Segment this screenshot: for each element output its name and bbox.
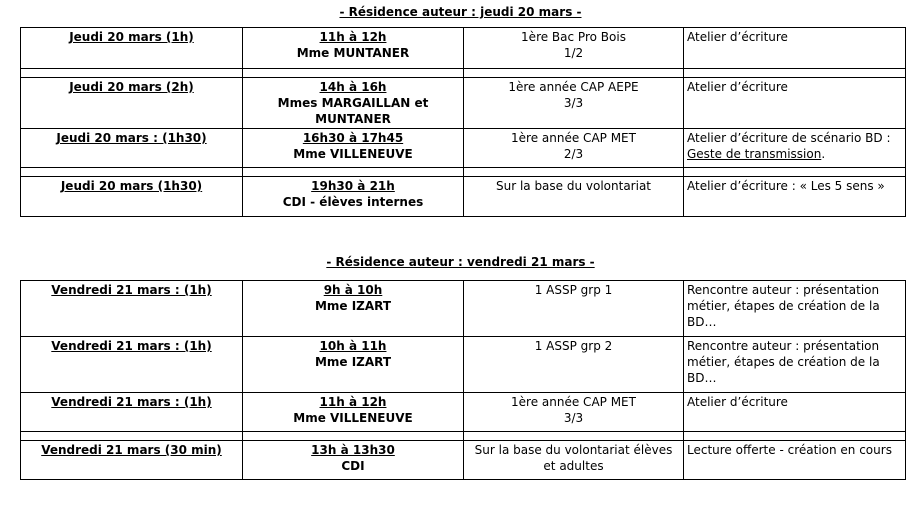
- table-row: [21, 281, 906, 337]
- table-row: [21, 129, 906, 168]
- time-cell: [243, 337, 464, 393]
- activity-cell: [684, 129, 906, 168]
- class-name: 1 ASSP grp 1: [534, 283, 613, 297]
- class-cell: [464, 28, 684, 69]
- class-group: 3/3: [563, 411, 584, 425]
- day-cell: Jeudi 20 mars : (1h30): [21, 129, 243, 168]
- day-cell: Vendredi 21 mars (30 min): [21, 441, 243, 480]
- time-range: 19h30 à 21h: [311, 179, 395, 193]
- teacher-name: Mme VILLENEUVE: [293, 411, 413, 425]
- time-cell: [243, 28, 464, 69]
- activity-cell: Atelier d’écriture: [684, 28, 906, 69]
- time-cell: [243, 441, 464, 480]
- activity-text: Atelier d’écriture de scénario BD :: [687, 131, 891, 145]
- activity-cell: Atelier d’écriture: [684, 393, 906, 432]
- class-cell: [464, 129, 684, 168]
- day-cell: Jeudi 20 mars (1h): [21, 28, 243, 69]
- teacher-name: CDI - élèves internes: [282, 195, 424, 209]
- time-cell: [243, 129, 464, 168]
- teacher-name: Mme MUNTANER: [296, 46, 410, 60]
- teacher-name: Mme IZART: [314, 355, 392, 369]
- schedule-table-vendredi: [20, 280, 906, 480]
- teacher-name: Mme VILLENEUVE: [293, 147, 413, 161]
- class-name: Sur la base du volontariat élèves et adultes: [474, 443, 673, 473]
- time-range: 14h à 16h: [319, 80, 387, 94]
- class-cell: [464, 337, 684, 393]
- section-title-jeudi: - Résidence auteur : jeudi 20 mars -: [339, 5, 582, 19]
- spacer-row: [21, 69, 906, 78]
- section-title-vendredi: - Résidence auteur : vendredi 21 mars -: [326, 255, 595, 269]
- class-name: 1 ASSP grp 2: [534, 339, 613, 353]
- time-cell: [243, 393, 464, 432]
- time-cell: [243, 281, 464, 337]
- activity-cell: Rencontre auteur : présentation métier, étapes de création de la BD…: [684, 337, 906, 393]
- class-cell: [464, 78, 684, 129]
- class-group: 1/2: [563, 46, 584, 60]
- activity-end: .: [821, 147, 826, 161]
- class-cell: [464, 281, 684, 337]
- table-row: [21, 337, 906, 393]
- class-name: 1ère Bac Pro Bois: [521, 30, 626, 44]
- time-range: 11h à 12h: [319, 30, 387, 44]
- table-row: [21, 441, 906, 480]
- table-row: [21, 393, 906, 432]
- activity-cell: Rencontre auteur : présentation métier, étapes de création de la BD…: [684, 281, 906, 337]
- day-cell: Vendredi 21 mars : (1h): [21, 281, 243, 337]
- teacher-name: CDI: [341, 459, 365, 473]
- spacer-row: [21, 168, 906, 177]
- time-range: 16h30 à 17h45: [302, 131, 404, 145]
- time-range: 10h à 11h: [319, 339, 387, 353]
- table-row: [21, 78, 906, 129]
- activity-cell: Atelier d’écriture: [684, 78, 906, 129]
- class-cell: [464, 441, 684, 480]
- spacer-row: [21, 432, 906, 441]
- activity-link[interactable]: Geste de transmission: [687, 147, 822, 161]
- day-cell: Jeudi 20 mars (1h30): [21, 177, 243, 217]
- time-range: 11h à 12h: [319, 395, 387, 409]
- teacher-name: Mme IZART: [314, 299, 392, 313]
- activity-cell: Lecture offerte - création en cours: [684, 441, 906, 480]
- time-cell: [243, 78, 464, 129]
- table-row: [21, 177, 906, 217]
- class-name: 1ère année CAP MET: [511, 395, 636, 409]
- day-cell: Jeudi 20 mars (2h): [21, 78, 243, 129]
- class-name: 1ère année CAP AEPE: [508, 80, 639, 94]
- class-cell: [464, 393, 684, 432]
- time-cell: [243, 177, 464, 217]
- class-name: Sur la base du volontariat: [495, 179, 652, 193]
- class-group: 3/3: [563, 96, 584, 110]
- time-range: 13h à 13h30: [311, 443, 395, 457]
- schedule-table-jeudi: [20, 27, 906, 217]
- class-group: 2/3: [563, 147, 584, 161]
- time-range: 9h à 10h: [323, 283, 383, 297]
- table-row: [21, 28, 906, 69]
- day-cell: Vendredi 21 mars : (1h): [21, 393, 243, 432]
- class-cell: [464, 177, 684, 217]
- class-name: 1ère année CAP MET: [511, 131, 636, 145]
- activity-cell: Atelier d’écriture : « Les 5 sens »: [684, 177, 906, 217]
- day-cell: Vendredi 21 mars : (1h): [21, 337, 243, 393]
- teacher-name: Mmes MARGAILLAN et MUNTANER: [277, 96, 429, 126]
